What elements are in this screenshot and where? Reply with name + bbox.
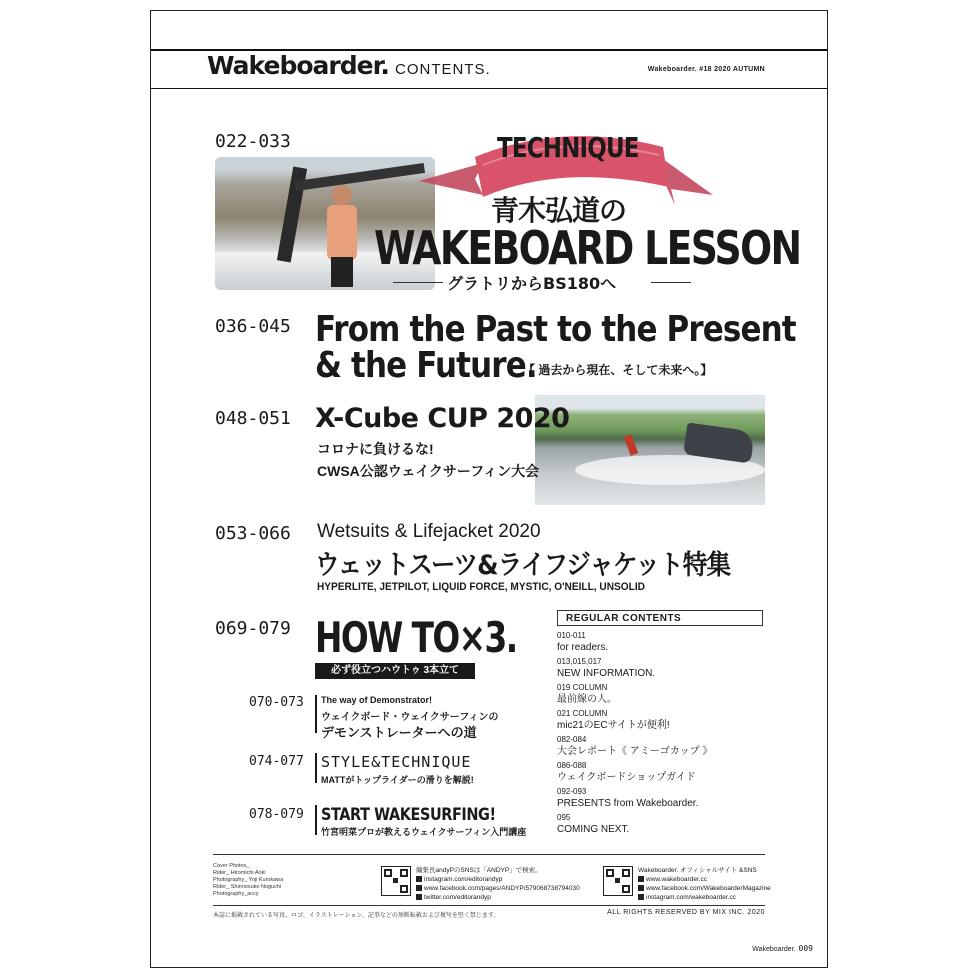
magazine-page	[150, 10, 828, 968]
feature1-category: TECHNIQUE	[497, 131, 639, 164]
header-rule-bottom	[151, 88, 827, 89]
facebook-icon	[638, 885, 644, 891]
sub1-line2: デモンストレーターへの道	[321, 725, 477, 740]
sub3-line1: START WAKESURFING!	[321, 805, 496, 825]
page-folio: Wakeboarder. 009	[752, 944, 813, 953]
subtitle-rule-right	[651, 282, 691, 283]
sub2-line1: STYLE&TECHNIQUE	[321, 753, 472, 771]
wakesurf-photo	[535, 395, 765, 505]
photo-credits: Cover Photos_ Rider_ Hiromichi Aoki Photography_ Yoji Kurokawa Rider_ Shinnosuke Noguchi Photography_accy	[213, 863, 284, 897]
qr-code-icon[interactable]	[603, 866, 633, 896]
feature5-badge: 必ず役立つハウトゥ 3本立て	[315, 663, 475, 679]
twitter-icon	[416, 894, 422, 900]
feature3-line1: コロナに負けるな!	[317, 441, 434, 457]
sub1-line1: ウェイクボード・ウェイクサーフィンの	[321, 712, 499, 723]
footer-rule-2	[213, 905, 765, 906]
sns-link[interactable]: instagram.com/editorandyp	[424, 876, 503, 883]
sub2-pages: 074-077	[249, 754, 304, 769]
issue-label: Wakeboarder. #18 2020 AUTUMN	[647, 66, 765, 73]
feature3-pages: 048-051	[215, 408, 291, 429]
feature3-title: X-Cube CUP 2020	[315, 403, 570, 434]
instagram-icon	[638, 894, 644, 900]
feature4-title-jp: ウェットスーツ&ライフジャケット特集	[315, 550, 731, 581]
feature4-title-en: Wetsuits & Lifejacket 2020	[317, 521, 541, 542]
feature2-line1: From the Past to the Present	[315, 309, 796, 350]
feature2-pages: 036-045	[215, 316, 291, 337]
sns-link[interactable]: www.facebook.com/WakeboarderMagazine	[646, 885, 771, 892]
sns-link[interactable]: www.facebook.com/pages/ANDYP/579068738794030	[424, 885, 580, 892]
web-icon	[638, 876, 644, 882]
qr-code-icon[interactable]	[381, 866, 411, 896]
feature1-subtitle: グラトリからBS180へ	[447, 274, 617, 293]
sub3-bar	[315, 805, 317, 835]
sub1-kicker: The way of Demonstrator!	[321, 695, 433, 705]
list-item: 086-088 ウェイクボードショップガイド	[557, 761, 696, 783]
subtitle-rule-left	[393, 282, 443, 283]
sub2-bar	[315, 753, 317, 783]
feature2-line2: & the Future.	[315, 345, 537, 386]
brand-logo: Wakeboarder.	[207, 51, 389, 80]
section-title: CONTENTS.	[395, 61, 491, 78]
list-item: 021 COLUMN mic21のECサイトが便利!	[557, 709, 670, 731]
feature2-subtitle: 【 過去から現在、そして未来へ。】	[523, 363, 713, 377]
instagram-icon	[416, 876, 422, 882]
list-item: 092-093 PRESENTS from Wakeboarder.	[557, 787, 699, 809]
regular-contents-heading: REGULAR CONTENTS	[557, 610, 763, 626]
feature5-pages: 069-079	[215, 618, 291, 639]
sub1-pages: 070-073	[249, 695, 304, 710]
feature1-pages: 022-033	[215, 131, 291, 152]
sub3-pages: 078-079	[249, 807, 304, 822]
feature1-title-en: WAKEBOARD LESSON	[374, 221, 801, 275]
feature4-brands: HYPERLITE, JETPILOT, LIQUID FORCE, MYSTIC, O'NEILL, UNSOLID	[317, 581, 645, 593]
sns-link[interactable]: www.wakeboarder.cc	[646, 876, 708, 883]
sub3-line2: 竹宮明菜プロが教えるウェイクサーフィン入門講座	[321, 827, 527, 837]
feature1-title-jp: 青木弘道の	[491, 194, 627, 227]
sub2-line2: MATTがトップライダーの滑りを解説!	[321, 775, 474, 785]
footer-rule	[213, 854, 765, 855]
sub1-bar	[315, 695, 317, 733]
feature3-line2: CWSA公認ウェイクサーフィン大会	[317, 463, 540, 479]
list-item: 010-011 for readers.	[557, 631, 609, 653]
list-item: 082-084 大会レポート《 アミーゴカップ 》	[557, 735, 713, 757]
sns-link[interactable]: twitter.com/editorandyp	[424, 894, 491, 901]
list-item: 095 COMING NEXT.	[557, 813, 630, 835]
facebook-icon	[416, 885, 422, 891]
copyright-notice: 本誌に掲載されている写真、ロゴ、イラストレーション、記事などの無断転載および複写を堅く禁じます。	[213, 913, 500, 919]
feature4-pages: 053-066	[215, 523, 291, 544]
editor-sns: 編集長andyPのSNSは「ANDYP」で検索。 instagram.com/editorandyp www.facebook.com/pages/ANDYP/579068738794030 twitter.com/editorandyp	[416, 867, 580, 901]
regular-contents-list	[557, 631, 767, 839]
rights-reserved: ALL RIGHTS RESERVED BY MIX INC. 2020	[607, 909, 765, 916]
sns-link[interactable]: instagram.com/wakeboarder.cc	[646, 894, 736, 901]
list-item: 013,015,017 NEW INFORMATION.	[557, 657, 656, 679]
feature5-title: HOW TO×3.	[315, 613, 517, 662]
official-sns: Wakeboarder. オフィシャルサイト &SNS www.wakeboarder.cc www.facebook.com/WakeboarderMagazine instagram.com/wakeboarder.cc	[638, 867, 771, 901]
list-item: 019 COLUMN 最前線の人。	[557, 683, 617, 705]
